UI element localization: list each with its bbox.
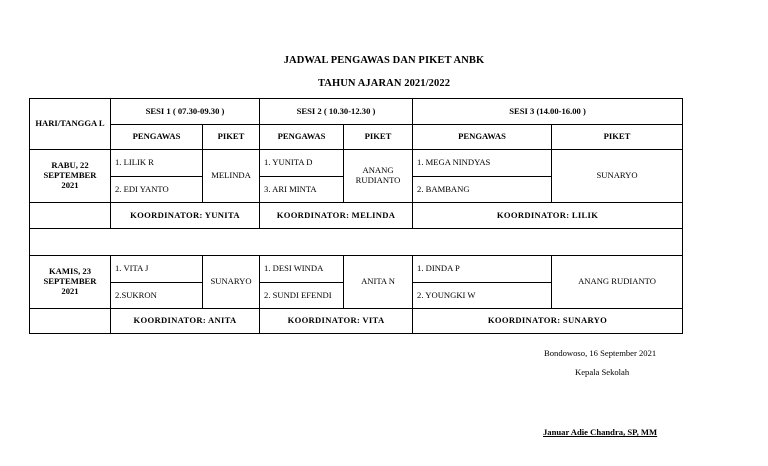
day1-s3-pengawas-1: 1. MEGA NINDYAS [413, 150, 552, 177]
day1-s3-pengawas-2: 2. BAMBANG [413, 177, 552, 203]
spacer-cell [30, 229, 683, 256]
day1-row-1 [30, 150, 683, 177]
day1-s2-piket: ANANG RUDIANTO [344, 150, 413, 203]
day2-s1-pengawas-2: 2.SUKRON [111, 283, 203, 309]
day2-koordinator-1: KOORDINATOR: ANITA [111, 309, 260, 334]
day2-koordinator-2: KOORDINATOR: VITA [260, 309, 413, 334]
header-pengawas-1: PENGAWAS [111, 125, 203, 150]
day1-s1-piket: MELINDA [203, 150, 260, 203]
day2-s3-pengawas-1: 1. DINDA P [413, 256, 552, 283]
spacer-row [30, 229, 683, 256]
day2-row-1 [30, 256, 683, 283]
signature-name: Januar Adie Chandra, SP, MM [543, 427, 658, 437]
day2-s2-piket: ANITA N [344, 256, 413, 309]
day1-koordinator-blank [30, 203, 111, 229]
header-day-date: HARI/TANGGA L [30, 99, 111, 150]
day1-koordinator-3: KOORDINATOR: LILIK [413, 203, 683, 229]
day1-date: RABU, 22 SEPTEMBER 2021 [30, 150, 111, 203]
day2-date: KAMIS, 23 SEPTEMBER 2021 [30, 256, 111, 309]
header-piket-2: PIKET [344, 125, 413, 150]
day1-koordinator-1: KOORDINATOR: YUNITA [111, 203, 260, 229]
schedule-table [29, 98, 683, 334]
day1-koordinator-2: KOORDINATOR: MELINDA [260, 203, 413, 229]
day2-s2-pengawas-2: 2. SUNDI EFENDI [260, 283, 344, 309]
header-session-1: SESI 1 ( 07.30-09.30 ) [111, 99, 260, 125]
day2-s1-piket: SUNARYO [203, 256, 260, 309]
header-row-roles [30, 125, 683, 150]
day2-koordinator-blank [30, 309, 111, 334]
document-subtitle: TAHUN AJARAN 2021/2022 [317, 78, 451, 89]
header-piket-1: PIKET [203, 125, 260, 150]
header-session-3: SESI 3 (14.00-16.00 ) [413, 99, 683, 125]
signature-role: Kepala Sekolah [575, 367, 630, 377]
day1-s1-pengawas-2: 2. EDI YANTO [111, 177, 203, 203]
signature-place-date: Bondowoso, 16 September 2021 [544, 348, 657, 358]
document-title: JADWAL PENGAWAS DAN PIKET ANBK [283, 55, 485, 66]
header-row-sessions [30, 99, 683, 125]
header-pengawas-3: PENGAWAS [413, 125, 552, 150]
header-piket-3: PIKET [552, 125, 683, 150]
header-session-2: SESI 2 ( 10.30-12.30 ) [260, 99, 413, 125]
day1-koordinator-row [30, 203, 683, 229]
day2-koordinator-3: KOORDINATOR: SUNARYO [413, 309, 683, 334]
day2-s3-piket: ANANG RUDIANTO [552, 256, 683, 309]
day2-s2-pengawas-1: 1. DESI WINDA [260, 256, 344, 283]
day1-s2-pengawas-2: 3. ARI MINTA [260, 177, 344, 203]
day1-s2-pengawas-1: 1. YUNITA D [260, 150, 344, 177]
day2-koordinator-row [30, 309, 683, 334]
day2-s3-pengawas-2: 2. YOUNGKI W [413, 283, 552, 309]
day1-s3-piket: SUNARYO [552, 150, 683, 203]
header-pengawas-2: PENGAWAS [260, 125, 344, 150]
day1-s1-pengawas-1: 1. LILIK R [111, 150, 203, 177]
day2-s1-pengawas-1: 1. VITA J [111, 256, 203, 283]
